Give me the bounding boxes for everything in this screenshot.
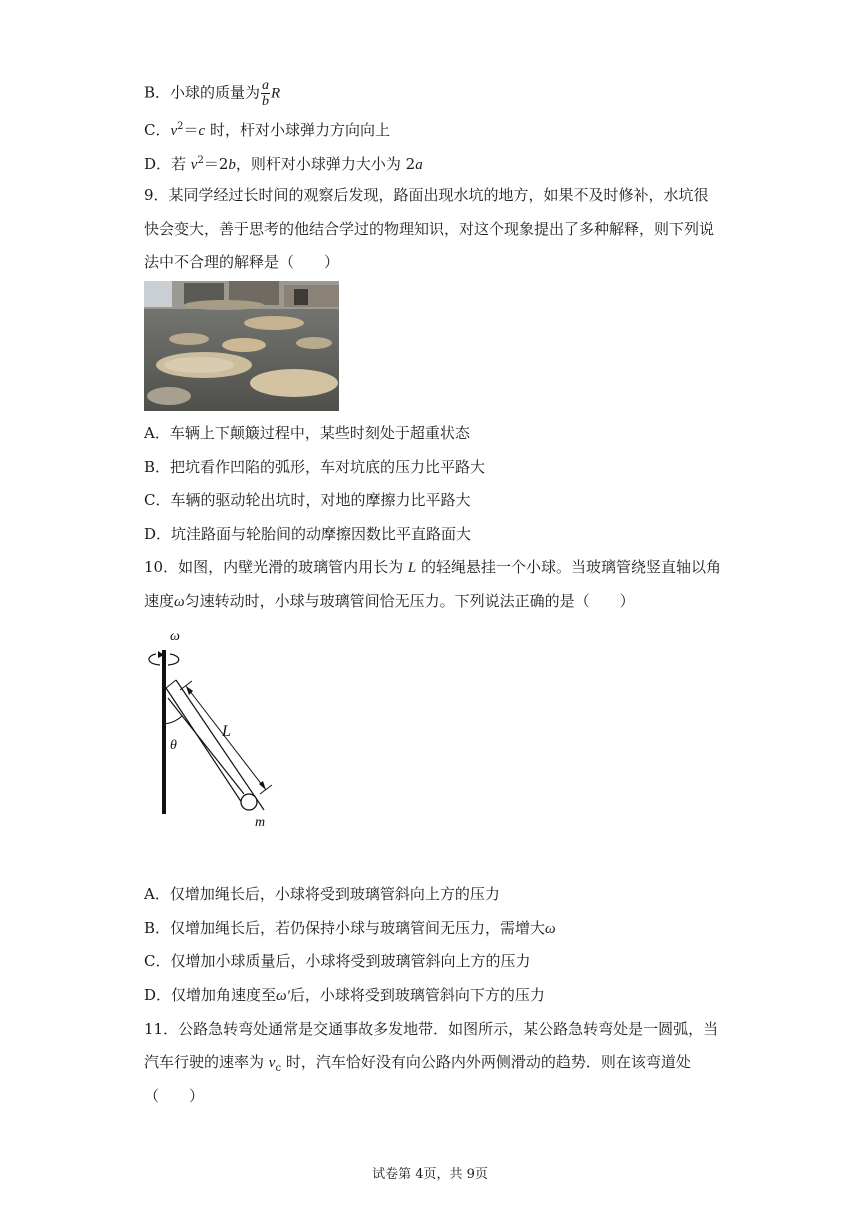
q9-stem-line1: 9．某同学经过长时间的观察后发现，路面出现水坑的地方，如果不及时修补，水坑很 bbox=[144, 186, 709, 204]
q10-stem-line1: 10．如图，内壁光滑的玻璃管内用长为 L 的轻绳悬挂一个小球。当玻璃管绕竖直轴以角 bbox=[144, 558, 721, 576]
omega-label: ω bbox=[170, 629, 180, 644]
q10-option-d: D．仅增加角速度至ω′后，小球将受到玻璃管斜向下方的压力 bbox=[144, 986, 545, 1004]
q10-stem-line2: 速度ω匀速转动时，小球与玻璃管间恰无压力。下列说法正确的是（ ） bbox=[144, 592, 635, 610]
q11-stem-line2: 汽车行驶的速率为 $v_c$ 时，汽车恰好没有向公路内外两侧滑动的趋势．则在该弯道处 bbox=[144, 1053, 691, 1074]
q9-option-a: A．车辆上下颠簸过程中，某些时刻处于超重状态 bbox=[144, 424, 470, 442]
q8-option-d: D．若 $v^2=2b$，则杆对小球弹力大小为 2a bbox=[144, 155, 423, 173]
theta-arc bbox=[164, 716, 182, 724]
pothole-photo bbox=[144, 281, 339, 411]
q10-option-b: B．仅增加绳长后，若仍保持小球与玻璃管间无压力，需增大ω bbox=[144, 919, 556, 937]
length-label: L bbox=[222, 723, 231, 740]
glass-tube-diagram bbox=[140, 624, 290, 834]
mass-label: m bbox=[255, 815, 266, 830]
tube-wall-right bbox=[176, 680, 264, 810]
q10-option-a: A．仅增加绳长后，小球将受到玻璃管斜向上方的压力 bbox=[144, 885, 500, 903]
q9-stem-line2: 快会变大，善于思考的他结合学过的物理知识，对这个现象提出了多种解释，则下列说 bbox=[144, 220, 715, 238]
fraction-a-over-b: $\frac{a}{b}$ bbox=[262, 78, 270, 109]
q8-option-b: B．小球的质量为 $\frac{a}{b}$ R bbox=[144, 78, 281, 109]
q11-stem-line3: （ ） bbox=[144, 1087, 205, 1105]
q9-stem-line3: 法中不合理的解释是（ ） bbox=[144, 253, 340, 271]
q8-option-c: C．$v^2=c$ 时，杆对小球弹力方向向上 bbox=[144, 121, 390, 139]
q9-option-c: C．车辆的驱动轮出坑时，对地的摩擦力比平路大 bbox=[144, 491, 471, 509]
theta-label: θ bbox=[170, 738, 177, 753]
ball bbox=[241, 794, 257, 810]
q9-option-d: D．坑洼路面与轮胎间的动摩擦因数比平直路面大 bbox=[144, 525, 472, 543]
q10-option-c: C．仅增加小球质量后，小球将受到玻璃管斜向上方的压力 bbox=[144, 952, 531, 970]
page-footer: 试卷第 4页，共 9页 bbox=[372, 1167, 488, 1182]
q9-option-b: B．把坑看作凹陷的弧形，车对坑底的压力比平路大 bbox=[144, 458, 486, 476]
q11-stem-line1: 11．公路急转弯处通常是交通事故多发地带．如图所示，某公路急转弯处是一圆弧，当 bbox=[144, 1020, 719, 1038]
